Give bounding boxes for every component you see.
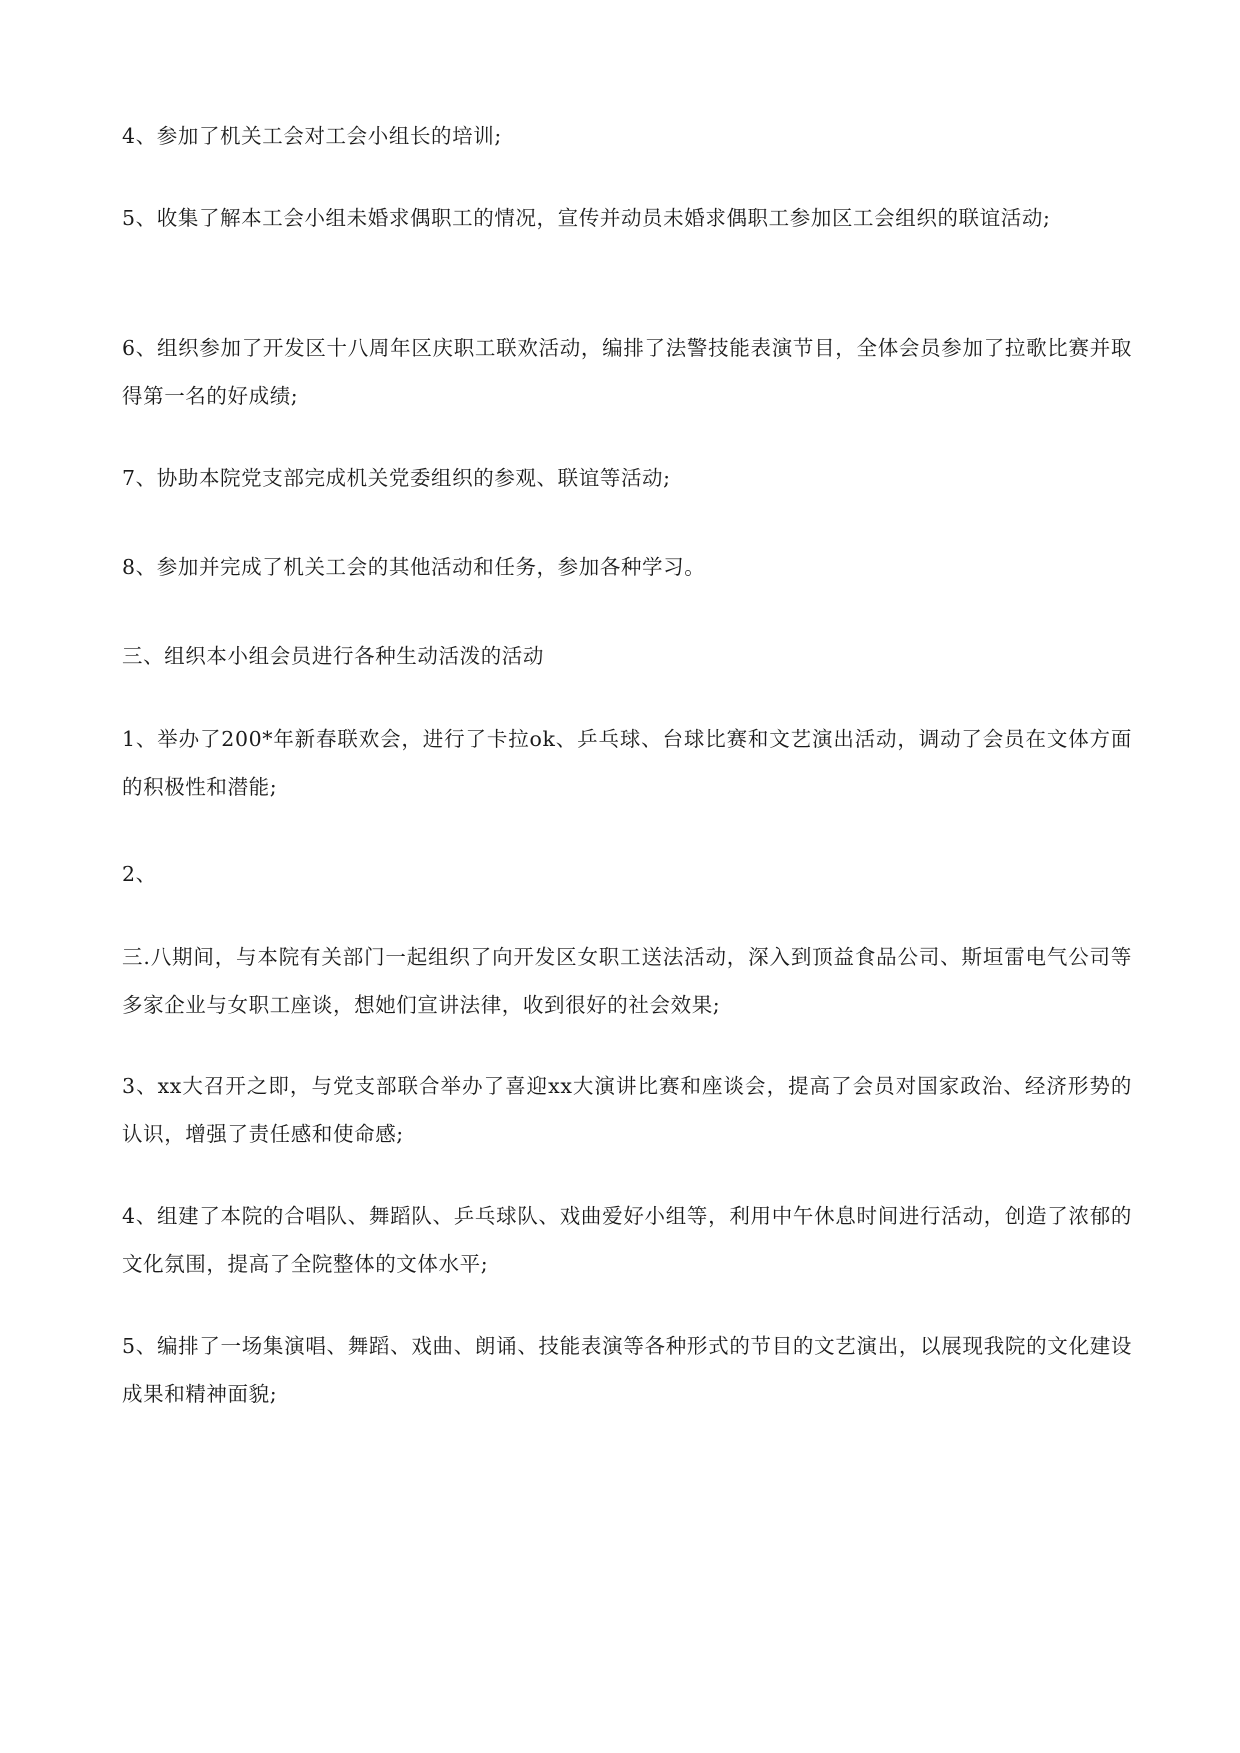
paragraph-item-5-performance: 5、编排了一场集演唱、舞蹈、戏曲、朗诵、技能表演等各种形式的节目的文艺演出，以展现我院的文化建设成果和精神面貌; (122, 1334, 1132, 1406)
section-heading-activities: 三、组织本小组会员进行各种生动活泼的活动 (122, 644, 544, 668)
paragraph-item-7-party-branch: 7、协助本院党支部完成机关党委组织的参观、联谊等活动; (122, 466, 671, 490)
paragraph-item-4-teams: 4、组建了本院的合唱队、舞蹈队、乒乓球队、戏曲爱好小组等，利用中午休息时间进行活动，创造了浓郁的文化氛围，提高了全院整体的文体水平; (122, 1204, 1132, 1276)
paragraph-item-3-speech-contest: 3、xx大召开之即，与党支部联合举办了喜迎xx大演讲比赛和座谈会，提高了会员对国家政治、经济形势的认识，增强了责任感和使命感; (122, 1074, 1132, 1146)
paragraph-womens-day: 三.八期间，与本院有关部门一起组织了向开发区女职工送法活动，深入到顶益食品公司、斯垣雷电气公司等多家企业与女职工座谈，想她们宣讲法律，收到很好的社会效果; (122, 945, 1132, 1017)
paragraph-item-2-empty: 2、 (122, 862, 157, 886)
paragraph-item-1-new-year-party: 1、举办了200*年新春联欢会，进行了卡拉ok、乒乓球、台球比赛和文艺演出活动，调动了会员在文体方面的积极性和潜能; (122, 727, 1132, 799)
paragraph-item-5-singles: 5、收集了解本工会小组未婚求偶职工的情况，宣传并动员未婚求偶职工参加区工会组织的联谊活动; (122, 206, 1051, 230)
paragraph-item-4-training: 4、参加了机关工会对工会小组长的培训; (122, 124, 502, 148)
paragraph-item-6-anniversary: 6、组织参加了开发区十八周年区庆职工联欢活动，编排了法警技能表演节目，全体会员参加了拉歌比赛并取得第一名的好成绩; (122, 336, 1132, 408)
paragraph-item-8-other-tasks: 8、参加并完成了机关工会的其他活动和任务，参加各种学习。 (122, 555, 706, 579)
